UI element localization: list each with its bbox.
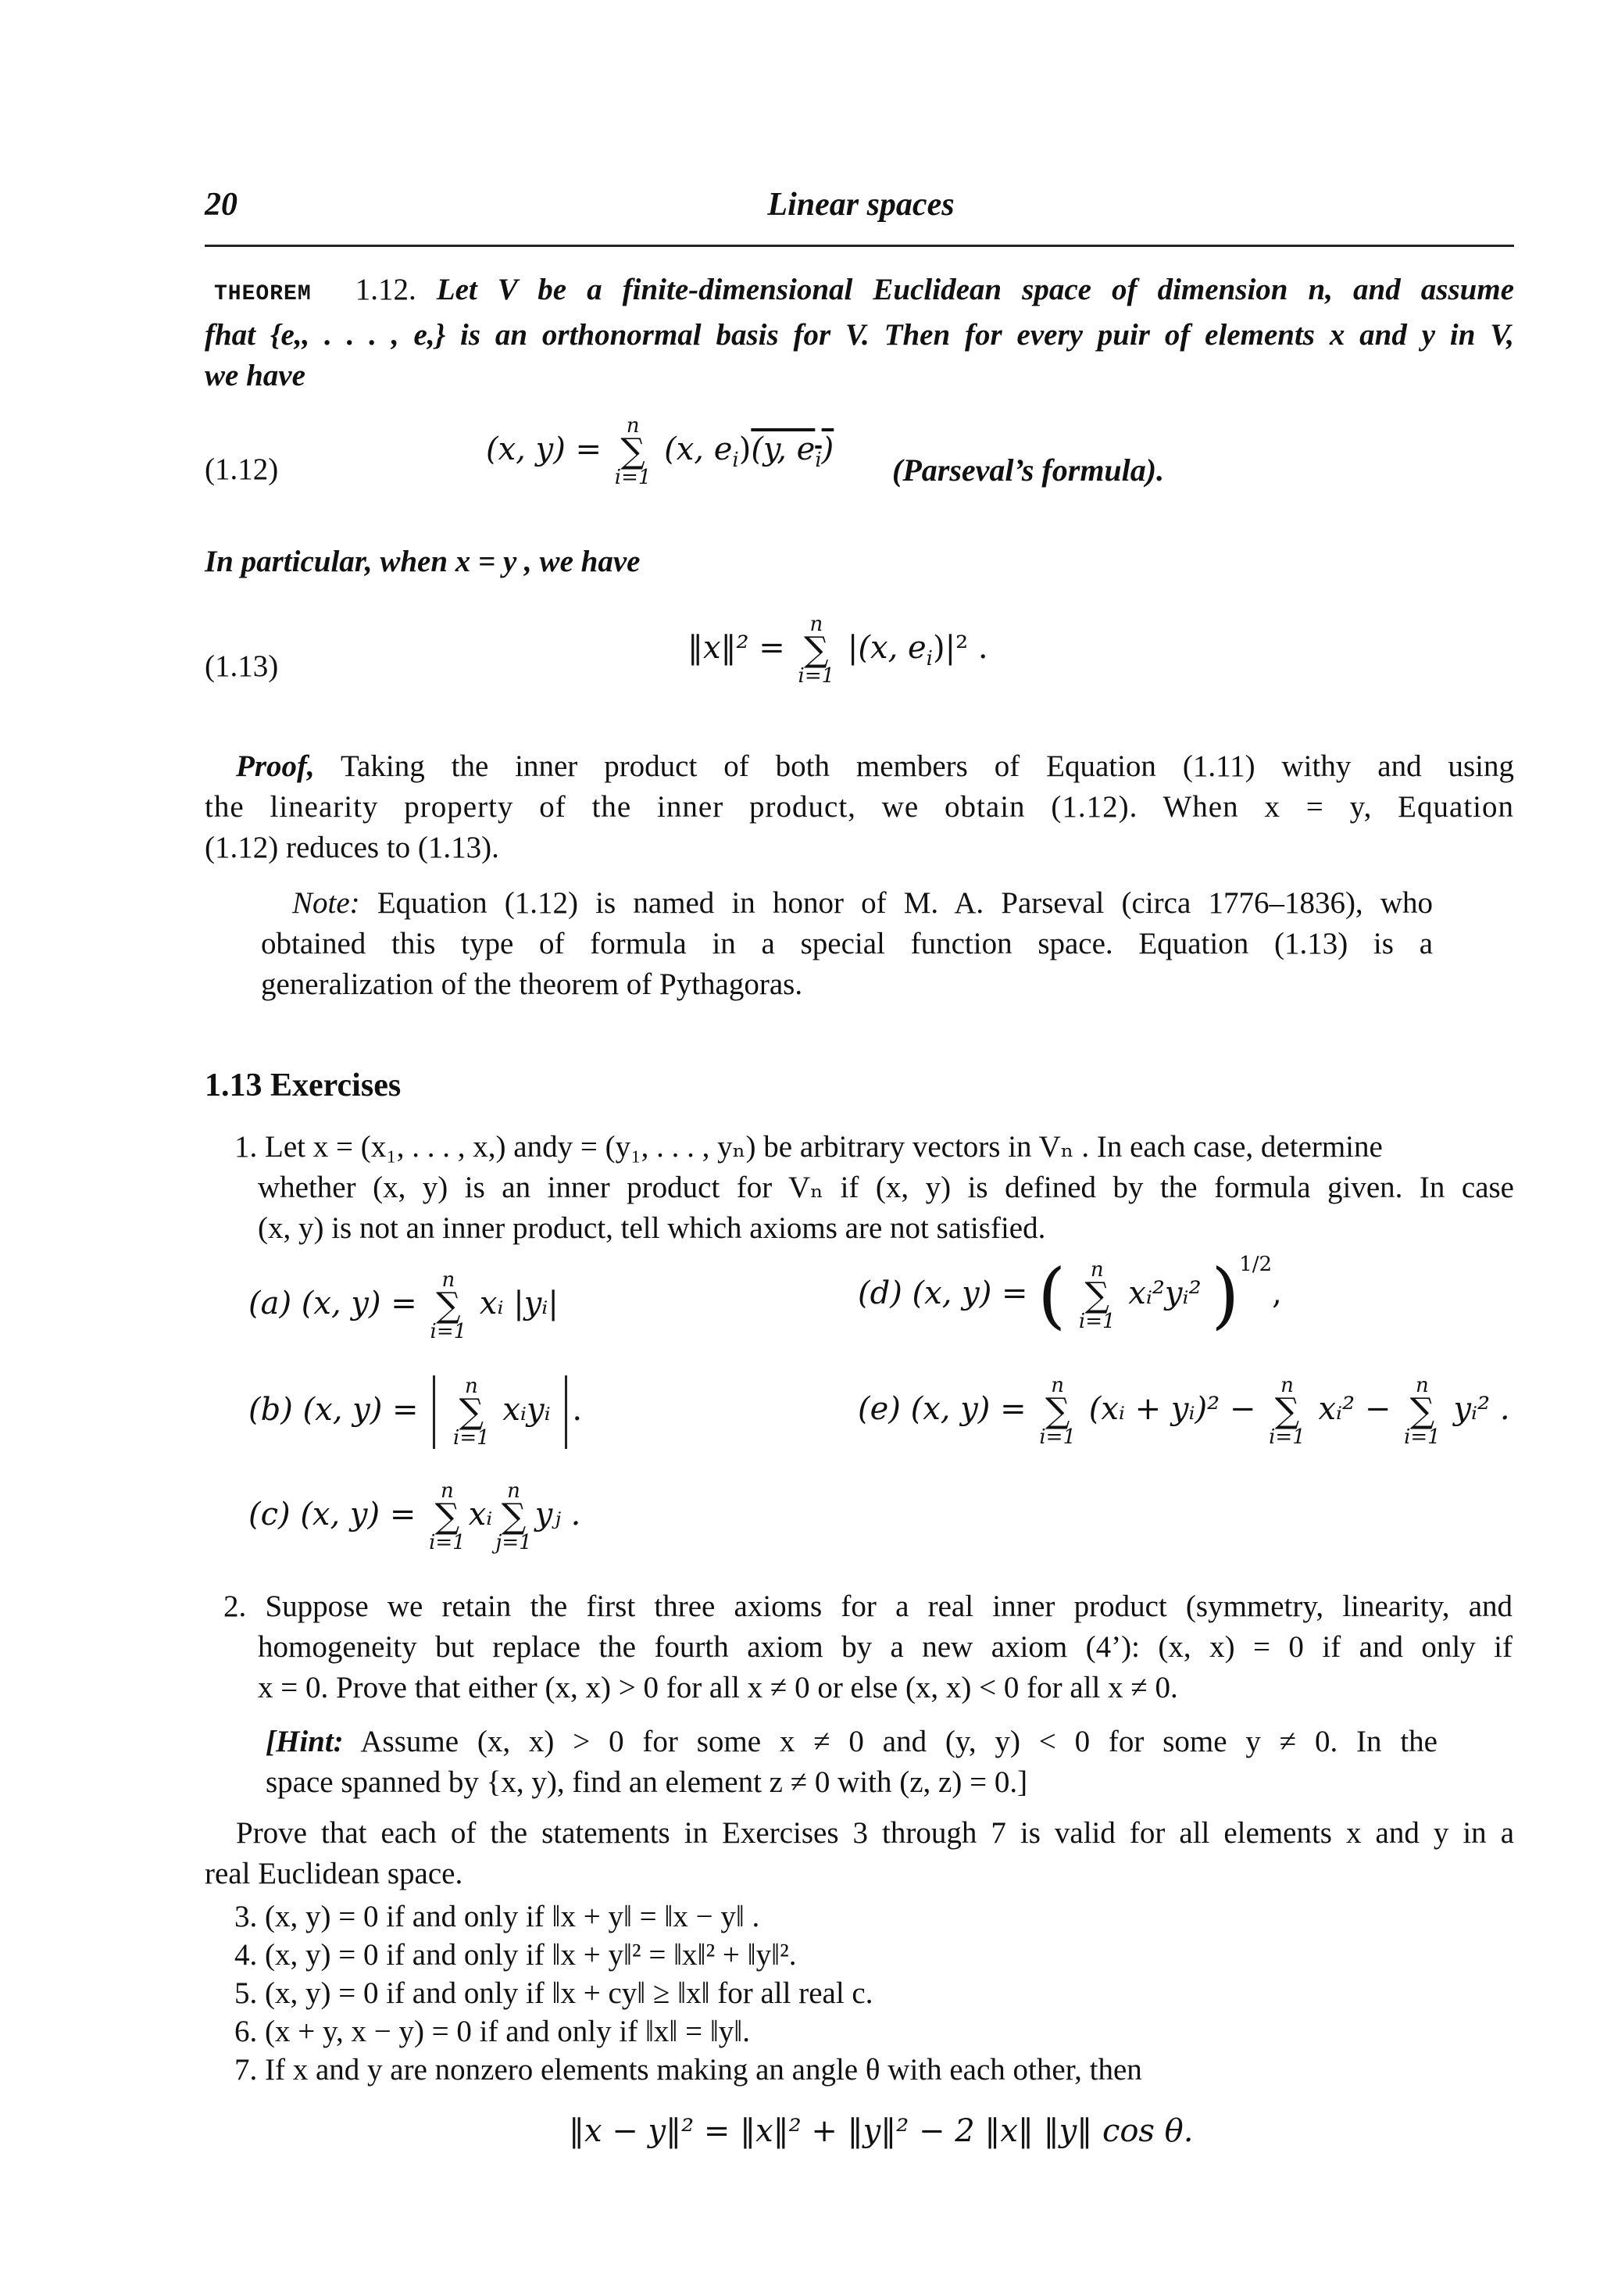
hint-label: [Hint: [266,1725,344,1758]
prove-line2: real Euclidean space. [205,1857,463,1890]
summation-icon: n ∑ j=1 [495,1479,532,1554]
prove-line1: Prove that each of the statements in Exercises 3 through 7 is valid for all elements x and y in a [236,1816,1514,1850]
equation-1-12 [205,414,1514,524]
ex2-line2: homogeneity but replace the fourth axiom by a new axiom (4’): (x, x) = 0 if and only if [258,1630,1512,1664]
equation-lhs: (x, y) = [486,431,602,467]
formula-b: (b) (x, y) = n ∑ i=1 xᵢyᵢ . [248,1375,583,1450]
exercise-item: 3. (x, y) = 0 if and only if ‖x + y‖ = ‖x − y‖ . [234,1900,760,1933]
note-line3: generalization of the theorem of Pythagoras. [261,967,803,1001]
section-title: 1.13 Exercises [205,1068,402,1103]
equation-body: ‖x‖² = n ∑ i=1 |(x, $e_i)|^2$ . [688,613,988,688]
theorem-number: 1.12. [355,273,416,306]
summation-icon: n ∑ i=1 [1269,1374,1305,1449]
note-line1: Equation (1.12) is named in honor of M. A. Parseval (circa 1776–1836), who [377,886,1434,920]
exercise-list [234,1897,1484,2089]
theorem-line3: we have [205,359,305,392]
exercise-item: 4. (x, y) = 0 if and only if ‖x + y‖² = ‖x‖² + ‖y‖². [234,1938,797,1972]
theorem-line1: Let V be a finite-dimensional Euclidean space of dimension n, and assume [436,273,1514,306]
equation-number: (1.13) [205,649,279,683]
running-head: Linear spaces [767,187,955,223]
proof-label: Proof, [236,749,315,783]
proof-line3: (1.12) reduces to (1.13). [205,831,499,864]
page-header [205,186,1517,233]
ex1-line2: whether (x, y) is an inner product for Vₙ if (x, y) is defined by the formula given. In case [258,1171,1514,1204]
summation-icon: n ∑ i=1 [614,414,652,489]
exercise-item: 7. If x and y are nonzero elements making an angle θ with each other, then [234,2053,1142,2087]
formula-a: (a) (x, y) = n ∑ i=1 xᵢ |yᵢ| [248,1268,559,1343]
ex2-line1: 2. Suppose we retain the first three axioms for a real inner product (symmetry, linearity, and [223,1590,1512,1623]
equation-body: (x, y) = n ∑ i=1 (x, $e_i)(y$, $e_i$) [486,414,834,489]
particular-line: In particular, when x = y , we have [205,545,641,578]
summation-icon: n ∑ i=1 [1078,1258,1116,1333]
page-number: 20 [205,187,238,223]
exercise-item: 5. (x, y) = 0 if and only if ‖x + cy‖ ≥ ‖x‖ for all real c. [234,1976,873,2010]
theorem-line2: fhat {e,, . . . , e,} is an orthonormal basis for V. Then for every puir of elements x and y in V, [205,318,1514,352]
theorem-label: THEOREM [214,282,312,306]
summation-icon: n ∑ i=1 [453,1375,490,1450]
proof-line2: the linearity property of the inner product, we obtain (1.12). When x = y, Equation [205,790,1514,824]
ex1-line1: 1. Let x = (x₁, . . . , x,) andy = (y₁, . . . , yₙ) be arbitrary vectors in Vₙ . In each case, determine [234,1130,1383,1164]
note-label: Note: [292,886,360,920]
final-equation: ‖x − y‖² = ‖x‖² + ‖y‖² − 2 ‖x‖ ‖y‖ cos θ. [569,2113,1194,2149]
summation-icon: n ∑ i=1 [1039,1374,1076,1449]
formula-d: (d) (x, y) = ( n ∑ i=1 xᵢ²yᵢ² )$^{1/2}$, [858,1252,1282,1337]
summation-icon: n ∑ i=1 [430,1268,467,1343]
prove-intro [205,1813,1514,1894]
ex1-line3: (x, y) is not an inner product, tell which axioms are not satisfied. [258,1211,1046,1245]
theorem-block [205,270,1514,396]
proof-block [205,746,1514,868]
ex2-hint [266,1722,1438,1803]
note-block [261,883,1433,1005]
hint-line2: space spanned by {x, y), find an element z ≠ 0 with (z, z) = 0.] [266,1765,1028,1799]
formula-c: (c) (x, y) = n ∑ i=1 xᵢ n ∑ j=1 yⱼ . [248,1479,581,1554]
note-line2: obtained this type of formula in a special function space. Equation (1.13) is a [261,927,1433,960]
formula-e: (e) (x, y) = n ∑ i=1 (xᵢ + yᵢ)² − n ∑ i=1 xᵢ² − n ∑ i=1 yᵢ² . [858,1374,1510,1449]
hint-line1: Assume (x, x) > 0 for some x ≠ 0 and (y, y) < 0 for some y ≠ 0. In the [360,1725,1438,1758]
header-rule [205,245,1514,247]
exercise-1 [234,1127,1514,1249]
proof-line1: Taking the inner product of both members of Equation (1.11) withy and using [340,749,1514,783]
summation-icon: n ∑ i=1 [1404,1374,1441,1449]
summation-icon: n ∑ i=1 [429,1479,466,1554]
ex2-line3: x = 0. Prove that either (x, x) > 0 for all x ≠ 0 or else (x, x) < 0 for all x ≠ 0. [258,1671,1178,1704]
equation-number: (1.12) [205,452,279,486]
parseval-caption: (Parseval’s formula). [892,452,1165,488]
exercise-2 [223,1586,1512,1708]
summation-icon: n ∑ i=1 [798,613,835,688]
exercise-item: 6. (x + y, x − y) = 0 if and only if ‖x‖ = ‖y‖. [234,2015,751,2048]
equation-1-13 [205,613,1514,711]
